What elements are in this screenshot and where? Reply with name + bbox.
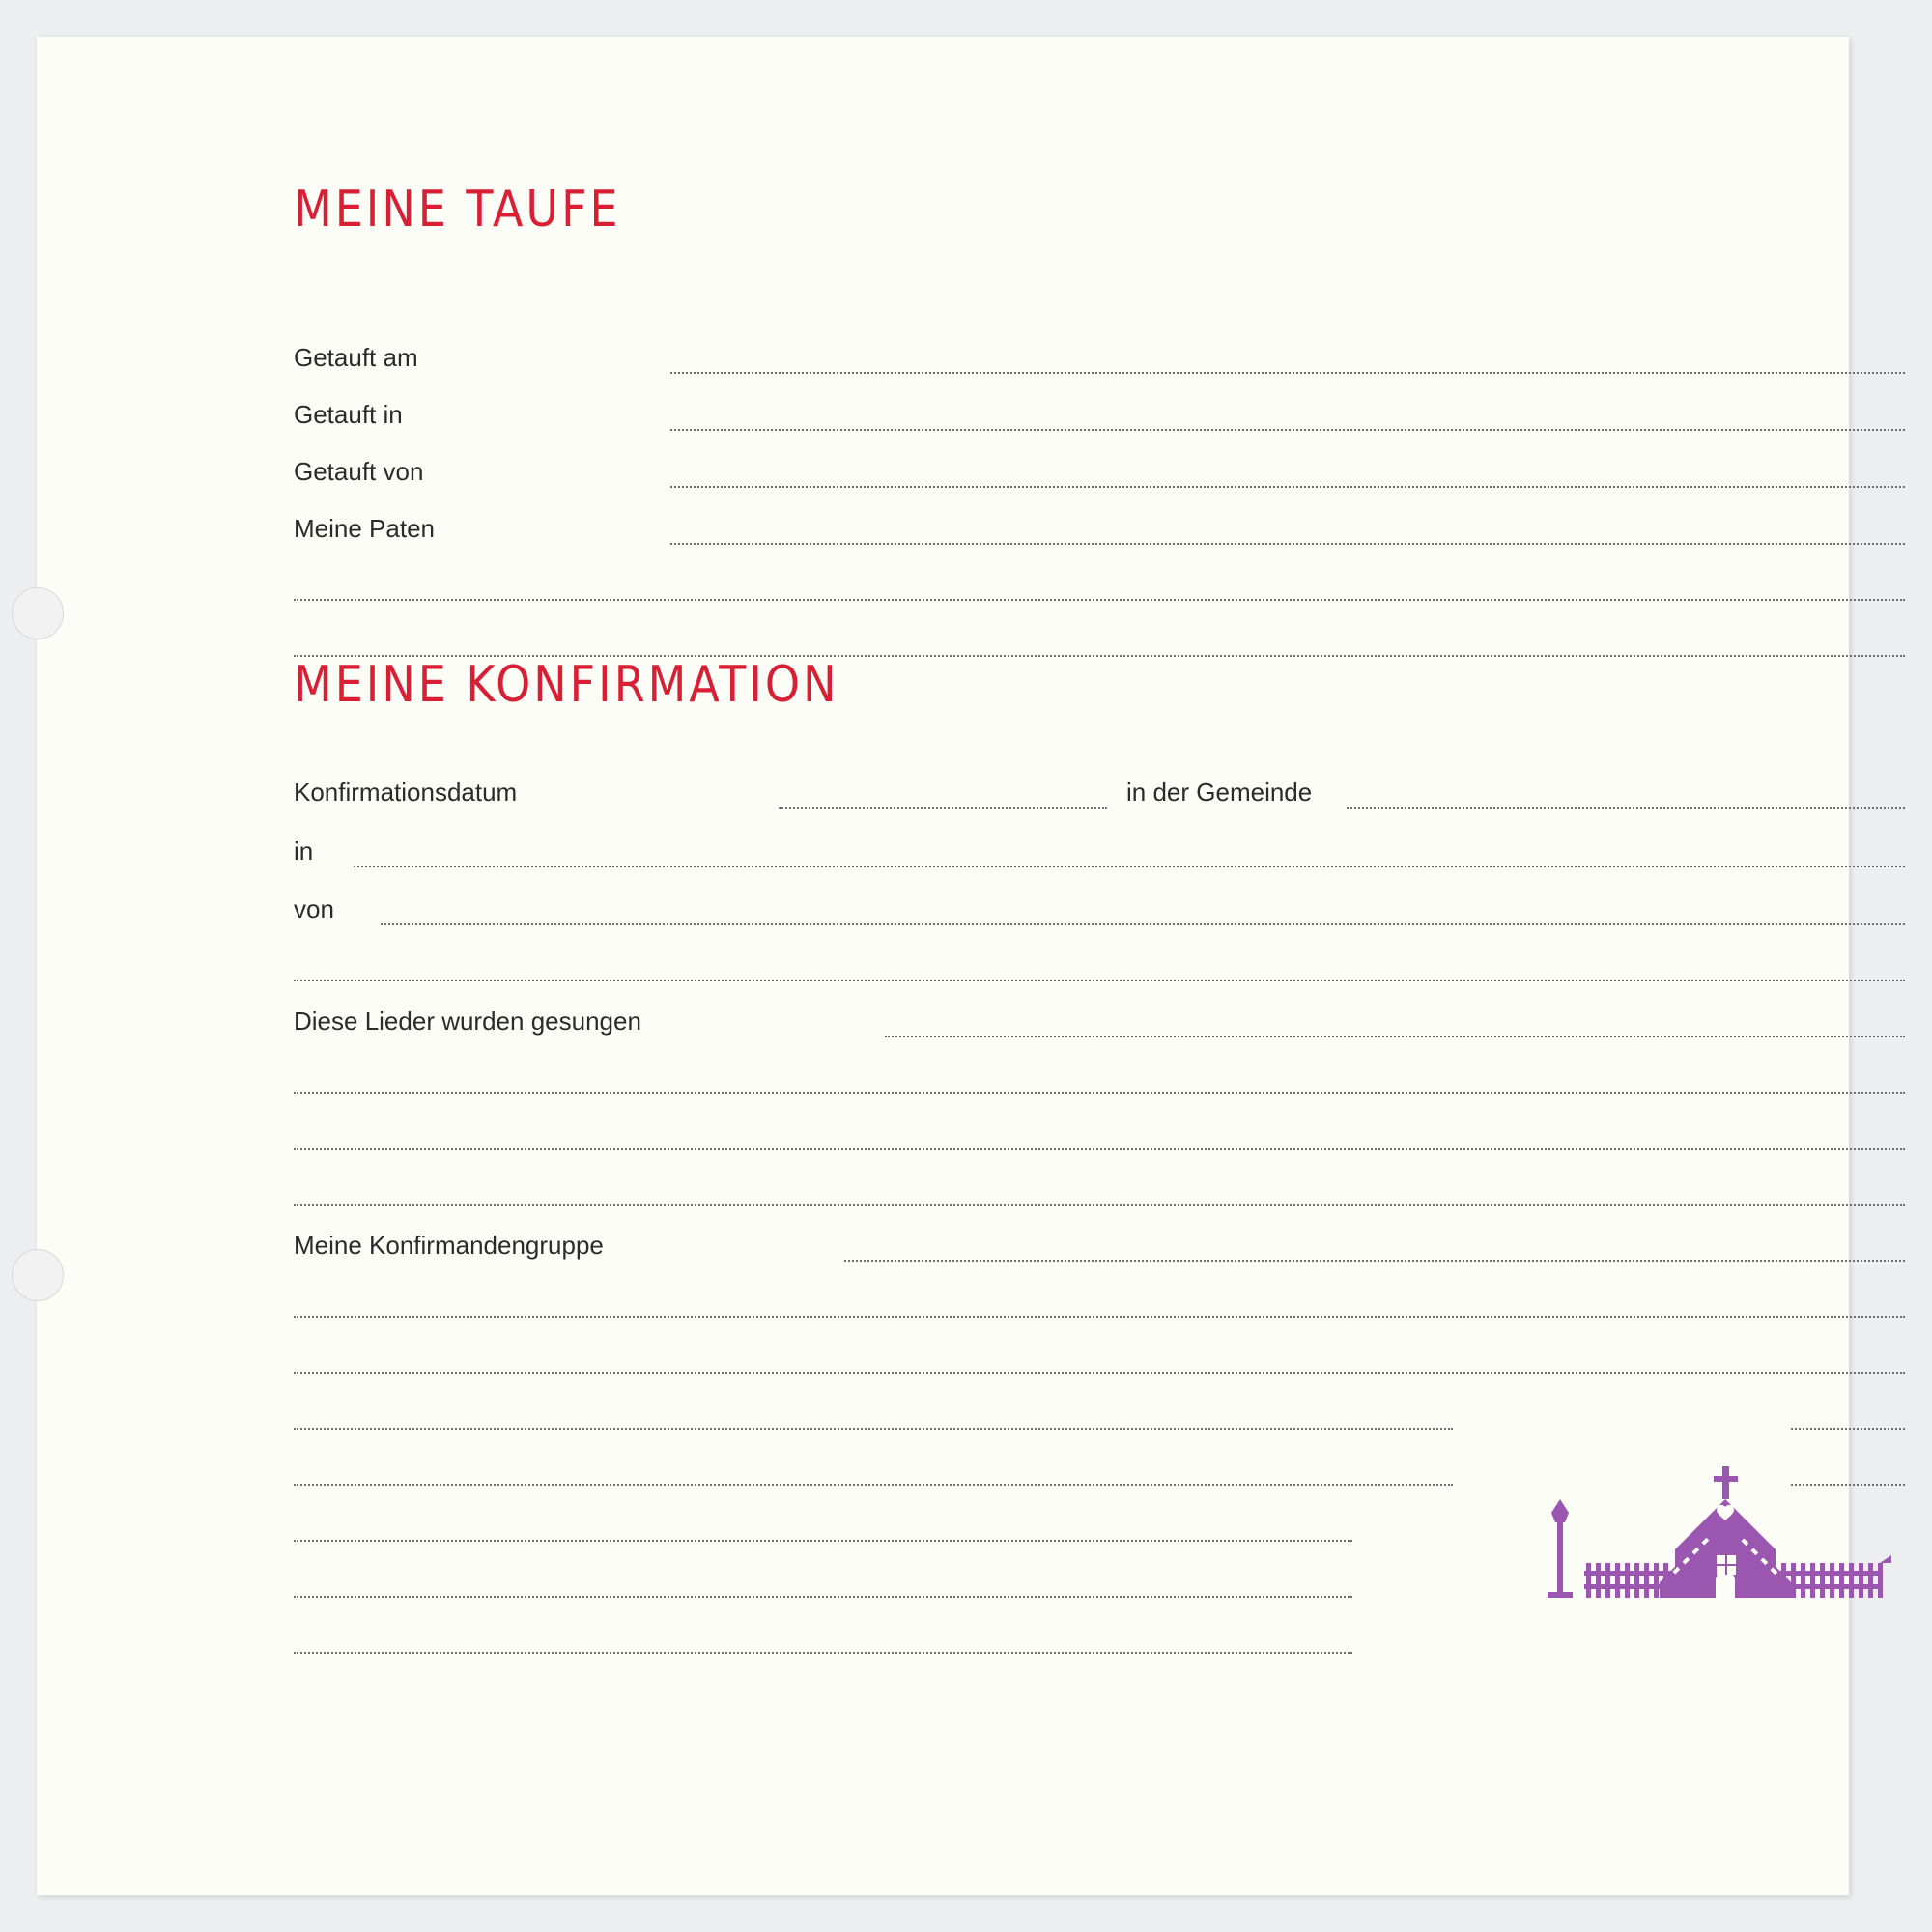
punch-hole [12, 1249, 64, 1301]
blank-line[interactable] [294, 1314, 1905, 1318]
field-label-von: von [294, 895, 334, 923]
field-line-konfirmationsdatum[interactable] [779, 805, 1107, 809]
punch-hole [12, 587, 64, 639]
field-line-in-der-gemeinde[interactable] [1347, 805, 1905, 809]
field-label-konfirmandengruppe: Meine Konfirmandengruppe [294, 1231, 604, 1260]
blank-line[interactable] [294, 1090, 1905, 1094]
field-label-in: in [294, 837, 314, 866]
blank-line[interactable] [1791, 1426, 1905, 1430]
fence-right-icon [1779, 1555, 1891, 1598]
field-line-getauft-von[interactable] [670, 484, 1905, 488]
cross-icon [1714, 1466, 1738, 1499]
blank-line[interactable] [294, 1146, 1905, 1150]
section-title-konfirmation: MEINE KONFIRMATION [294, 655, 839, 714]
field-label-konfirmationsdatum: Konfirmationsdatum [294, 778, 518, 807]
blank-line[interactable] [294, 1370, 1905, 1374]
field-line-von[interactable] [381, 922, 1905, 925]
section-title-taufe: MEINE TAUFE [294, 180, 621, 239]
field-line-diese-lieder[interactable] [885, 1034, 1905, 1037]
blank-line[interactable] [294, 597, 1905, 601]
blank-line[interactable] [294, 1426, 1453, 1430]
field-line-meine-paten[interactable] [670, 541, 1905, 545]
field-label-getauft-von: Getauft von [294, 457, 424, 486]
blank-line[interactable] [294, 1202, 1905, 1206]
field-label-in-der-gemeinde: in der Gemeinde [1126, 778, 1313, 807]
field-line-in[interactable] [354, 864, 1905, 867]
field-label-diese-lieder: Diese Lieder wurden gesungen [294, 1007, 641, 1036]
blank-line[interactable] [294, 1650, 1352, 1654]
field-label-getauft-am: Getauft am [294, 343, 418, 372]
page-content [257, 37, 1718, 1895]
field-label-getauft-in: Getauft in [294, 400, 403, 429]
blank-line[interactable] [294, 1482, 1453, 1486]
paper-page [37, 37, 1849, 1895]
blank-line[interactable] [294, 1594, 1352, 1598]
lamp-post-icon [1548, 1499, 1573, 1598]
field-line-konfirmandengruppe[interactable] [844, 1258, 1905, 1262]
field-line-getauft-am[interactable] [670, 370, 1905, 374]
field-label-meine-paten: Meine Paten [294, 514, 435, 543]
field-line-getauft-in[interactable] [670, 427, 1905, 431]
blank-line[interactable] [294, 1538, 1352, 1542]
blank-line[interactable] [294, 978, 1905, 981]
church-illustration [1532, 1466, 1918, 1708]
